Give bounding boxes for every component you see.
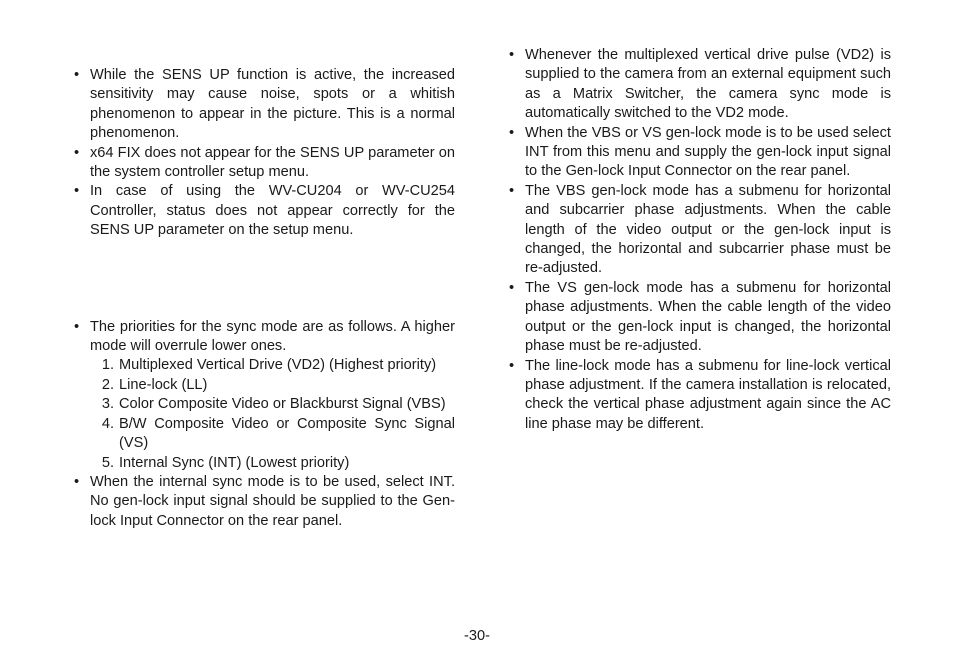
bullet-icon: •: [509, 47, 515, 63]
bullet-icon: •: [74, 183, 80, 200]
note-text: When the internal sync mode is to be used, select INT. No gen-lock input signal should be supplied to the Gen-lock Input Connector on the rear panel.: [90, 473, 455, 529]
priority-text: Color Composite Video or Blackburst Signal (VBS): [119, 396, 446, 413]
priority-text: Internal Sync (INT) (Lowest priority): [119, 454, 350, 471]
sync-priority-item: [90, 376, 455, 395]
sens-up-note: [74, 182, 455, 240]
bullet-icon: •: [509, 357, 515, 374]
priority-text: Multiplexed Vertical Drive (VD2) (Highest priority): [119, 357, 437, 374]
sync-mode-note: [509, 124, 891, 182]
sync-priority-note: [74, 318, 455, 473]
note-text: In case of using the WV-CU204 or WV-CU254 Controller, status does not appear correctly for the SENS UP parameter on the setup menu.: [90, 183, 455, 239]
sync-priority-item: [90, 454, 455, 473]
bullet-icon: •: [74, 318, 80, 335]
sync-priority-item: [90, 415, 455, 454]
section-spacer: [74, 241, 455, 318]
left-column: [74, 66, 455, 531]
priority-number: 3.: [101, 396, 114, 413]
bullet-icon: •: [509, 182, 515, 199]
priority-number: 1.: [101, 357, 114, 374]
note-text: x64 FIX does not appear for the SENS UP parameter on the system controller setup menu.: [90, 144, 455, 181]
sync-priority-intro: The priorities for the sync mode are as follows. A higher mode will overrule lower ones.: [90, 318, 455, 355]
note-text: The VBS gen-lock mode has a submenu for horizontal and subcarrier phase adjustments. When the cable length of the video output or the gen-lock input is changed, the horizontal and subcarrier phase must be re-adjusted.: [525, 182, 891, 277]
sync-mode-note: [509, 279, 891, 357]
bullet-icon: •: [509, 279, 515, 296]
sync-priority-item: [90, 395, 455, 414]
note-text: When the VBS or VS gen-lock mode is to be used select INT from this menu and supply the gen-lock input signal to the Gen-lock Input Connector on the rear panel.: [525, 124, 891, 180]
sync-mode-note: [509, 182, 891, 279]
priority-number: 4.: [101, 415, 114, 432]
page-number: -30-: [464, 628, 490, 644]
bullet-icon: •: [74, 473, 80, 490]
priority-number: 5.: [101, 454, 114, 471]
note-text: The VS gen-lock mode has a submenu for horizontal phase adjustments. When the cable length of the video output or the gen-lock input is changed, the horizontal phase must be re-adjusted.: [525, 279, 891, 355]
priority-number: 2.: [101, 376, 114, 393]
priority-text: B/W Composite Video or Composite Sync Signal (VS): [119, 415, 455, 452]
sync-priority-list: [90, 356, 455, 472]
sync-priority-item: [90, 356, 455, 375]
note-text: The line-lock mode has a submenu for line-lock vertical phase adjustment. If the camera installation is relocated, check the vertical phase adjustment again since the AC line phase may be different.: [525, 357, 891, 432]
bullet-icon: •: [74, 67, 80, 83]
sens-up-note: [74, 144, 455, 183]
internal-sync-note: [74, 473, 455, 531]
note-text: Whenever the multiplexed vertical drive pulse (VD2) is supplied to the camera from an external equipment such as a Matrix Switcher, the camera sync mode is automatically switched to the VD2 mode.: [525, 47, 891, 122]
note-text: While the SENS UP function is active, the increased sensitivity may cause noise, spots or a whitish phenomenon to appear in the picture. This is a normal phenomenon.: [90, 67, 455, 142]
bullet-icon: •: [509, 124, 515, 141]
bullet-icon: •: [74, 144, 80, 161]
right-column: [509, 46, 891, 434]
sync-mode-note: [509, 357, 891, 435]
priority-text: Line-lock (LL): [119, 376, 208, 393]
sync-mode-note: [509, 46, 891, 124]
sens-up-note: [74, 66, 455, 144]
